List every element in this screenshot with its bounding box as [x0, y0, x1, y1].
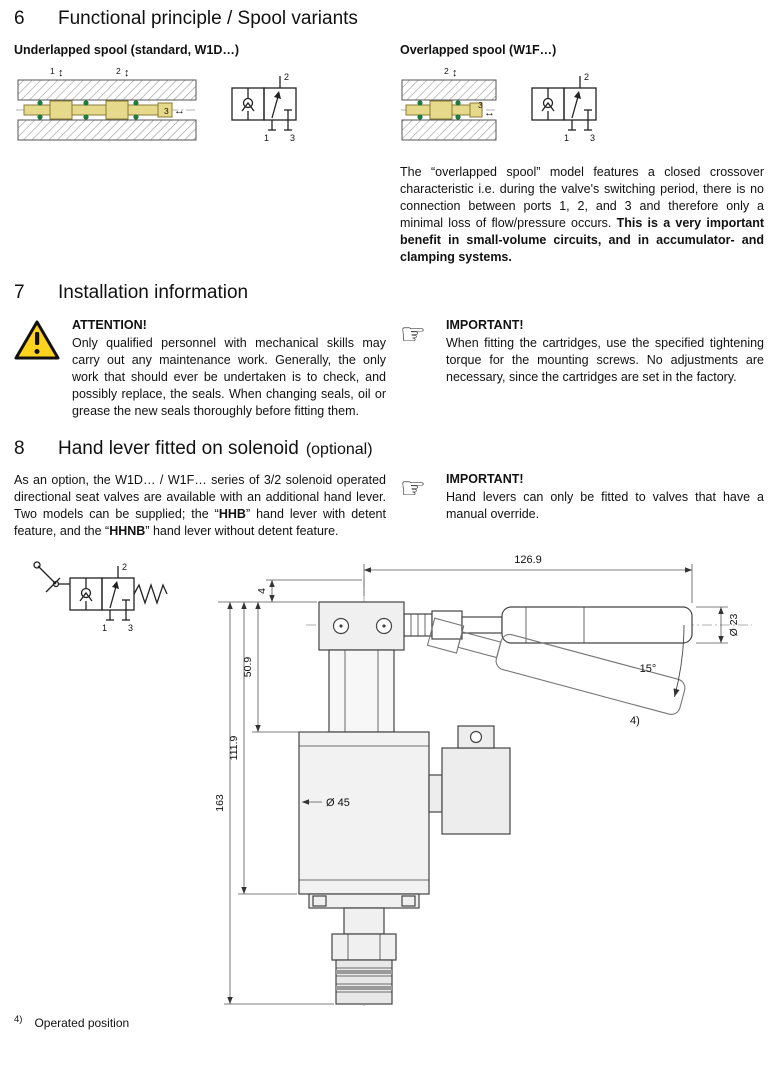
spool [406, 101, 482, 119]
dim-offset-top: 4 [256, 588, 268, 594]
section-7-heading [14, 282, 764, 304]
flow-arrow-icon: ↔ [174, 105, 185, 117]
footnote-marker: 4) [14, 1014, 23, 1025]
flow-arrow-icon: ↔ [484, 107, 495, 119]
section-8-title: Hand lever fitted on solenoid [58, 438, 299, 459]
overlapped-paragraph [400, 164, 764, 266]
important-text-2: Hand levers can only be fitted to valves that have a manual override. [446, 490, 764, 521]
section-6-title: Functional principle / Spool variants [58, 8, 358, 29]
section-6-right-column [400, 43, 764, 266]
section-8-columns [14, 472, 764, 540]
port-label-1: 1 [102, 623, 108, 633]
underlapped-valve-symbol [208, 64, 320, 156]
flow-arrowhead [274, 91, 281, 99]
important-note-2 [400, 472, 764, 523]
warning-triangle-graphic [14, 319, 60, 361]
attention-note [14, 318, 386, 420]
pointing-hand-icon: ☞ [400, 317, 426, 351]
port-label-3: 3 [590, 133, 596, 143]
underlapped-caption: Underlapped spool (standard, W1D…) [14, 43, 240, 57]
section-6-number: 6 [14, 8, 25, 29]
symbol-lines [232, 76, 296, 130]
warning-triangle-icon [14, 318, 72, 420]
important-title-2: IMPORTANT! [446, 472, 524, 486]
overlapped-spool-cross-section-drawing [400, 64, 500, 156]
port-label-3: 3 [290, 133, 296, 143]
model-hhnb: HHNB [109, 524, 146, 538]
dim-coil-diameter: Ø 45 [326, 797, 350, 809]
section-6-left-column [14, 43, 400, 266]
port-label-2: 2 [116, 66, 121, 76]
paragraph-text-bold: This is a very important benefit in small-volume circuits, and in accumulator- and clamping systems. [400, 216, 764, 264]
section-7-left-column [14, 318, 400, 420]
section-7-number: 7 [14, 282, 25, 303]
dim-height-1: 50.9 [242, 656, 254, 678]
section-8-heading [14, 438, 764, 460]
footnote [14, 1014, 764, 1030]
attention-text: Only qualified personnel with mechanical skills may carry out any maintenance work. Generally, the only work that should ever be undertaken is to check, and possibly replace, the seals. When changing seals, oil or grease the new seals thoroughly before fitting them. [72, 336, 386, 418]
hand-lever-drawing-area [14, 550, 764, 1010]
port-label-3: 3 [128, 623, 134, 633]
section-7-right-column [400, 318, 764, 420]
paragraph-text: The “overlapped spool” model features a closed crossover characteristic i.e. during the valve's switching period, there is no connection between ports 1, 2, and 3 and therefore only a minimal loss of flow/pressure occurs. [400, 165, 764, 230]
port-label-2: 2 [122, 562, 128, 572]
paragraph-text: ” hand lever without detent feature. [145, 524, 339, 538]
section-7-title: Installation information [58, 282, 249, 303]
symbol-lines [532, 76, 596, 130]
important-text: When fitting the cartridges, use the specified tightening torque for the mounting screws. No adjustments are necessary, since the cartridges are set in the factory. [446, 336, 764, 384]
symbol-lines [34, 562, 167, 620]
paragraph-text: ” hand lever with detent feature, and the “ [14, 507, 386, 538]
hand-lever-dimension-drawing [214, 550, 774, 1008]
operated-position-ref: 4) [630, 715, 640, 727]
model-hhb: HHB [218, 507, 246, 521]
underlapped-diagrams [14, 64, 386, 156]
dim-total-width: 126.9 [514, 554, 542, 566]
port-label-2: 2 [284, 72, 290, 82]
flow-arrow-icon: ↕ [452, 67, 458, 79]
overlapped-diagrams [400, 64, 764, 156]
port-label-3: 3 [164, 106, 169, 116]
flow-arrowhead [112, 581, 119, 589]
dim-height-3: 163 [214, 794, 226, 812]
section-8-number: 8 [14, 438, 25, 459]
port-label-2: 2 [444, 66, 449, 76]
hand-lever [404, 607, 692, 643]
flow-arrow-icon: ↕ [124, 67, 130, 79]
section-6-columns [14, 43, 764, 266]
hand-lever-paragraph [14, 472, 386, 540]
section-8-left-column [14, 472, 400, 540]
electrical-connector [429, 726, 510, 834]
port-label-1: 1 [264, 133, 270, 143]
solenoid-tube-nut [329, 650, 394, 732]
section-8-title-note: (optional) [305, 441, 373, 458]
dim-lever-diameter: Ø 23 [728, 613, 740, 637]
overlapped-caption: Overlapped spool (W1F…) [400, 43, 557, 57]
port-label-1: 1 [50, 66, 55, 76]
important-body [446, 318, 764, 386]
section-8-right-column [400, 472, 764, 540]
important-title: IMPORTANT! [446, 318, 524, 332]
spool [24, 101, 172, 119]
important-note [400, 318, 764, 386]
flow-arrow-icon: ↕ [58, 67, 64, 79]
pointing-hand-icon: ☞ [400, 471, 426, 505]
lever-mounting-block [319, 602, 404, 650]
attention-title: ATTENTION! [72, 318, 147, 332]
dim-height-2: 111.9 [228, 735, 240, 761]
section-6-heading [14, 8, 764, 30]
attention-body [72, 318, 386, 420]
valve-symbol-with-lever [16, 554, 176, 646]
flow-arrowhead [574, 91, 581, 99]
footnote-text: Operated position [34, 1016, 130, 1030]
paragraph-text: As an option, the W1D… / W1F… series of 3/2 solenoid operated directional seat valves are available with an additional hand lever. Two models can be supplied; the “ [14, 473, 386, 521]
angle-label: 15° [639, 663, 657, 675]
port-label-2: 2 [584, 72, 590, 82]
cartridge [309, 894, 419, 1004]
port-label-1: 1 [564, 133, 570, 143]
solenoid-coil [299, 732, 429, 894]
overlapped-valve-symbol [508, 64, 620, 156]
important-body-2 [446, 472, 764, 523]
underlapped-spool-cross-section-drawing [14, 64, 200, 156]
section-7-columns [14, 318, 764, 420]
port-label-3: 3 [478, 100, 483, 110]
